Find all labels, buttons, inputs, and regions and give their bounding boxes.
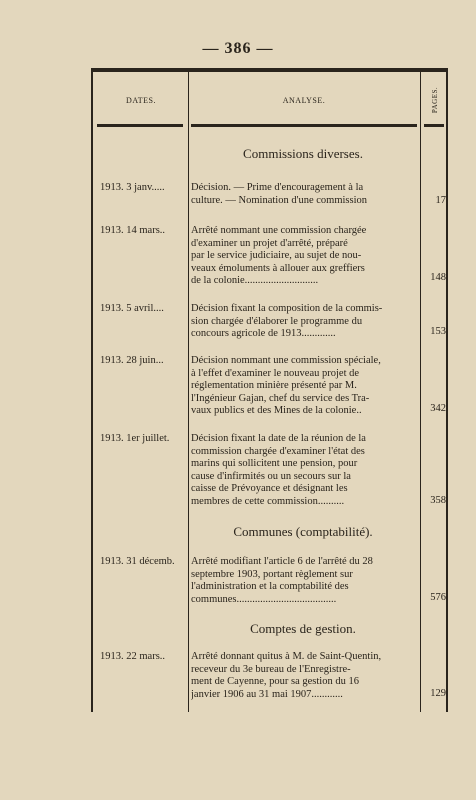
entry-page: 153 <box>430 326 446 337</box>
section-title: Comptes de gestion. <box>250 621 356 636</box>
analysis-line: Arrêté nommant une commission chargée <box>191 225 367 236</box>
analysis-line: cause d'infirmités ou un secours sur la <box>191 470 351 482</box>
entry-date: 1913. 14 mars.. <box>100 225 166 236</box>
analysis-line: concours agricole de 1913............. <box>191 328 336 340</box>
entry-page: 148 <box>430 272 446 283</box>
section-title: Commissions diverses. <box>243 146 363 161</box>
pages-column-divider <box>420 72 421 712</box>
analysis-line: sion chargée d'élaborer le programme du <box>191 315 363 327</box>
table-left-border <box>91 72 93 712</box>
entry-date: 1913. 1er juillet. <box>100 433 170 444</box>
table-right-border <box>446 72 448 712</box>
analysis-line: par le service judiciaire, au sujet de nou- <box>191 250 362 262</box>
dates-column-divider <box>188 72 189 712</box>
entry-analysis <box>191 303 418 341</box>
header-rule-analyse <box>191 124 417 127</box>
entry-analysis <box>191 651 418 701</box>
analysis-line: membres de cette commission.......... <box>191 495 345 507</box>
analysis-line: commission chargée d'examiner l'état des <box>191 445 365 457</box>
header-rule-pages <box>424 124 444 127</box>
analysis-line: culture. — Nomination d'une commission <box>191 194 367 206</box>
entry-date: 1913. 3 janv..... <box>100 182 165 193</box>
entry-analysis <box>191 433 418 509</box>
analysis-line: Décision nommant une commission spéciale, <box>191 355 381 366</box>
column-header-pages-label: PAGES. <box>431 86 439 114</box>
column-header-analyse: ANALYSE. <box>282 96 326 105</box>
analysis-line: septembre 1903, portant règlement sur <box>191 568 353 580</box>
analysis-line: caisse de Prévoyance et désignant les <box>191 483 348 495</box>
analysis-line: ment de Cayenne, pour sa gestion du 16 <box>191 676 359 688</box>
entry-page: 342 <box>430 403 446 414</box>
analysis-line: d'examiner un projet d'arrêté, préparé <box>191 237 348 249</box>
analysis-line: l'Ingénieur Gajan, chef du service des Tra- <box>191 392 370 404</box>
analysis-line: Décision fixant la date de la réunion de la <box>191 433 366 444</box>
page-number: — 386 — <box>202 40 274 57</box>
analysis-line: Arrêté donnant quitus à M. de Saint-Quentin, <box>191 651 382 662</box>
entry-date: 1913. 28 juin... <box>100 355 164 366</box>
analysis-line: l'administration et la comptabilité des <box>191 581 349 593</box>
analysis-line: réglementation minière présenté par M. <box>191 380 357 392</box>
entry-page: 17 <box>435 195 446 206</box>
entry-analysis <box>191 182 418 207</box>
entry-analysis <box>191 556 418 606</box>
analysis-line: marins qui sollicitent une pension, pour <box>191 458 358 470</box>
column-header-dates: DATES. <box>126 96 156 105</box>
entry-date: 1913. 22 mars.. <box>100 651 166 662</box>
analysis-line: de la colonie............................ <box>191 275 319 287</box>
entry-page: 129 <box>430 688 446 699</box>
section-title: Communes (comptabilité). <box>233 524 373 539</box>
entry-page: 358 <box>430 495 446 506</box>
analysis-line: Décision fixant la composition de la commis- <box>191 303 383 314</box>
analysis-line: veaux émoluments à allouer aux greffiers <box>191 262 365 274</box>
entry-date: 1913. 5 avril.... <box>100 303 164 314</box>
analysis-line: vaux publics et des Mines de la colonie.. <box>191 405 362 417</box>
analysis-line: receveur du 3e bureau de l'Enregistre- <box>191 663 351 675</box>
entry-analysis <box>191 355 418 418</box>
analysis-line: Arrêté modifiant l'article 6 de l'arrêté du 28 <box>191 556 373 567</box>
analysis-line: Décision. — Prime d'encouragement à la <box>191 182 364 193</box>
entry-date: 1913. 31 décemb. <box>100 556 175 567</box>
entry-analysis <box>191 225 418 288</box>
analysis-line: à l'effet d'examiner le nouveau projet de <box>191 367 360 379</box>
entry-page: 576 <box>430 592 446 603</box>
header-rule-dates <box>97 124 183 127</box>
analysis-line: janvier 1906 au 31 mai 1907............ <box>191 688 343 700</box>
column-header-pages <box>424 80 446 120</box>
analysis-line: communes...................................... <box>191 593 337 605</box>
